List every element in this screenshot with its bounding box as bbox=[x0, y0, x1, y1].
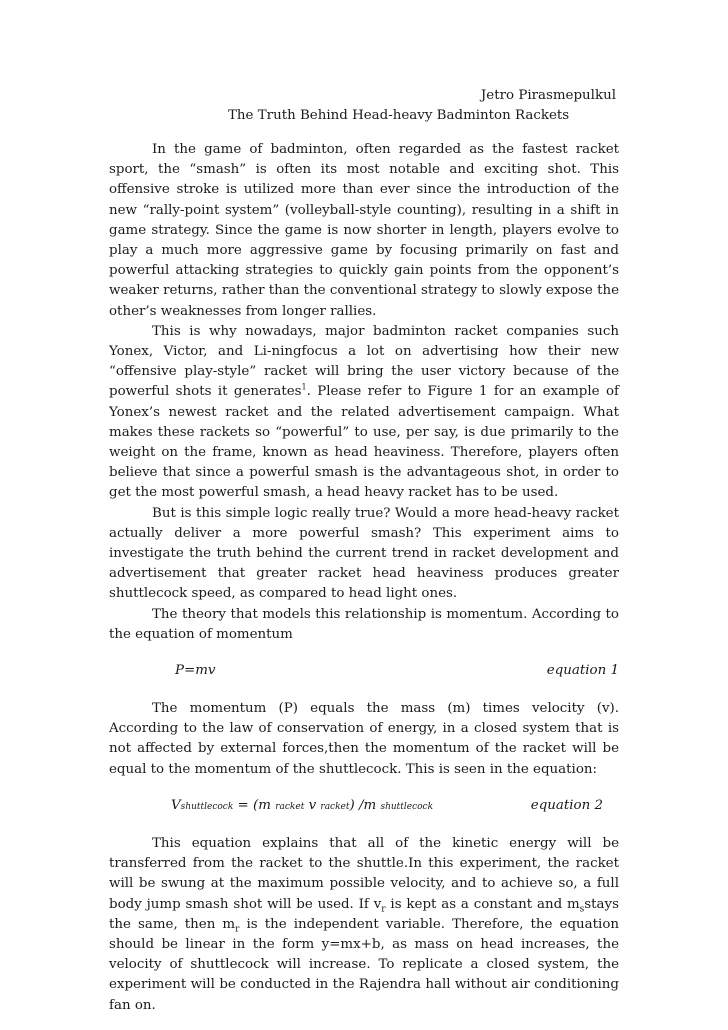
document-body bbox=[109, 140, 619, 1016]
document-title: The Truth Behind Head-heavy Badminton Rackets bbox=[228, 108, 570, 123]
method-sub-r2: r bbox=[235, 924, 240, 935]
paragraph-intro: In the game of badminton, often regarded as the fastest racket sport, the “smash” is often its most notable and exciting shot. This offensive stroke is utilized more than ever since the introduction of the new “rally-point system” (volleyball-style counting), resulting in a shift in game strategy. Since the game is now shorter in length, players evolve to play a much more aggressive game by focusing primarily on fast and powerful attacking strategies to quickly gain points from the opponent’s weaker returns, rather than the conventional strategy to slowly expose the other’s weaknesses from longer rallies. bbox=[109, 142, 619, 319]
paragraph-companies bbox=[109, 322, 619, 504]
eq2-v-subscript: shuttlecock bbox=[180, 801, 234, 812]
eq2-part2: v bbox=[304, 797, 321, 813]
method-sub-r1: r bbox=[381, 904, 386, 915]
equation-1-expression: P=mv bbox=[175, 663, 216, 679]
author-name: Jetro Pirasmepulkul bbox=[480, 88, 616, 103]
eq2-v2-subscript: racket bbox=[320, 801, 350, 812]
equation-1 bbox=[109, 661, 619, 681]
method-text-b: is kept as a constant and m bbox=[385, 896, 580, 912]
eq2-m-subscript: racket bbox=[275, 801, 305, 812]
eq2-m2-subscript: shuttlecock bbox=[380, 801, 434, 812]
method-sub-s: s bbox=[579, 904, 585, 915]
paragraph-method bbox=[109, 834, 619, 1016]
equation-2-label: equation 2 bbox=[530, 797, 603, 813]
eq2-part1: = (m bbox=[233, 797, 276, 813]
method-text-a: This equation explains that all of the kinetic energy will be transferred from the racket to the shuttle.In this experiment, the racket will be swung at the maximum possible velocity, and to achieve so, a full body jump smash shot will be used. If v bbox=[109, 835, 619, 912]
equation-2-expression bbox=[171, 796, 433, 817]
footnote-marker: 1 bbox=[301, 382, 307, 392]
paragraph-momentum: The momentum (P) equals the mass (m) times velocity (v). According to the law of conservation of energy, in a closed system that is not affected by external forces,then the momentum of the racket will be equal to the momentum of the shuttlecock. This is seen in the equation: bbox=[109, 701, 619, 777]
paragraph-question: But is this simple logic really true? Would a more head-heavy racket actually deliver a more powerful smash? This experiment aims to investigate the truth behind the current trend in racket development and advertisement that greater racket head heaviness produces greater shuttlecock speed, as compared to head light ones. bbox=[109, 505, 619, 602]
eq2-part3: ) /m bbox=[349, 797, 381, 813]
paragraph-companies-text: This is why nowadays, major badminton racket companies such Yonex, Victor, and Li-ningfocus a lot on advertising how their new “offensive play-style” racket will bring the user victory because of the powerful shots it generates bbox=[109, 323, 619, 400]
equation-2 bbox=[109, 796, 619, 816]
paragraph-theory: The theory that models this relationship is momentum. According to the equation of momentum bbox=[109, 606, 619, 642]
method-text-c: stays the same, then m bbox=[109, 896, 619, 932]
paragraph-companies-rest: . Please refer to Figure 1 for an example of Yonex’s newest racket and the related advertisement campaign. What makes these rackets so “powerful” to use, per say, is due primarily to the weight on the frame, known as head heaviness. Therefore, players often believe that since a powerful smash is the advantageous shot, in order to get the most powerful smash, a head heavy racket has to be used. bbox=[109, 384, 619, 501]
method-text-d: is the independent variable. Therefore, the equation should be linear in the form y=mx+b, as mass on head increases, the velocity of shuttlecock will increase. To replicate a closed system, the experiment will be conducted in the Rajendra hall without air conditioning fan on. bbox=[109, 916, 619, 1013]
equation-1-label: equation 1 bbox=[546, 663, 619, 679]
eq2-v: V bbox=[171, 797, 181, 813]
